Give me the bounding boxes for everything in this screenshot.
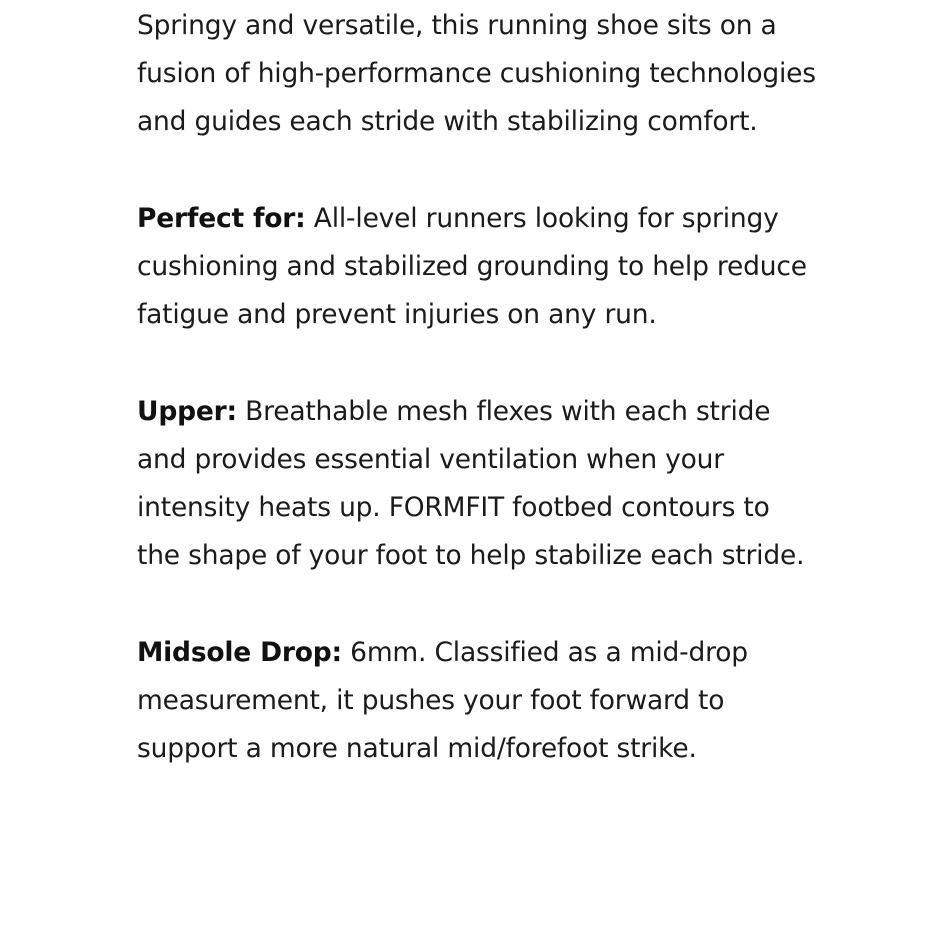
perfect-for-paragraph — [137, 195, 817, 340]
perfect-for-label: Perfect for: — [137, 202, 306, 234]
midsole-drop-label: Midsole Drop: — [137, 636, 342, 668]
upper-paragraph — [137, 388, 817, 581]
product-description — [137, 2, 817, 773]
midsole-drop-paragraph — [137, 629, 817, 774]
midsole-drop-text: 6mm. Classified as a mid-drop measurement, it pushes your foot forward to support a more natural mid/forefoot strike. — [137, 636, 748, 764]
intro-paragraph: Springy and versatile, this running shoe sits on a fusion of high-performance cushioning technologies and guides each stride with stabilizing comfort. — [137, 10, 816, 138]
upper-text: Breathable mesh flexes with each stride and provides essential ventilation when your intensity heats up. FORMFIT footbed contours to the shape of your foot to help stabilize each stride. — [137, 395, 805, 572]
perfect-for-text: All-level runners looking for springy cushioning and stabilized grounding to help reduce fatigue and prevent injuries on any run. — [137, 202, 807, 331]
upper-label: Upper: — [137, 395, 237, 427]
